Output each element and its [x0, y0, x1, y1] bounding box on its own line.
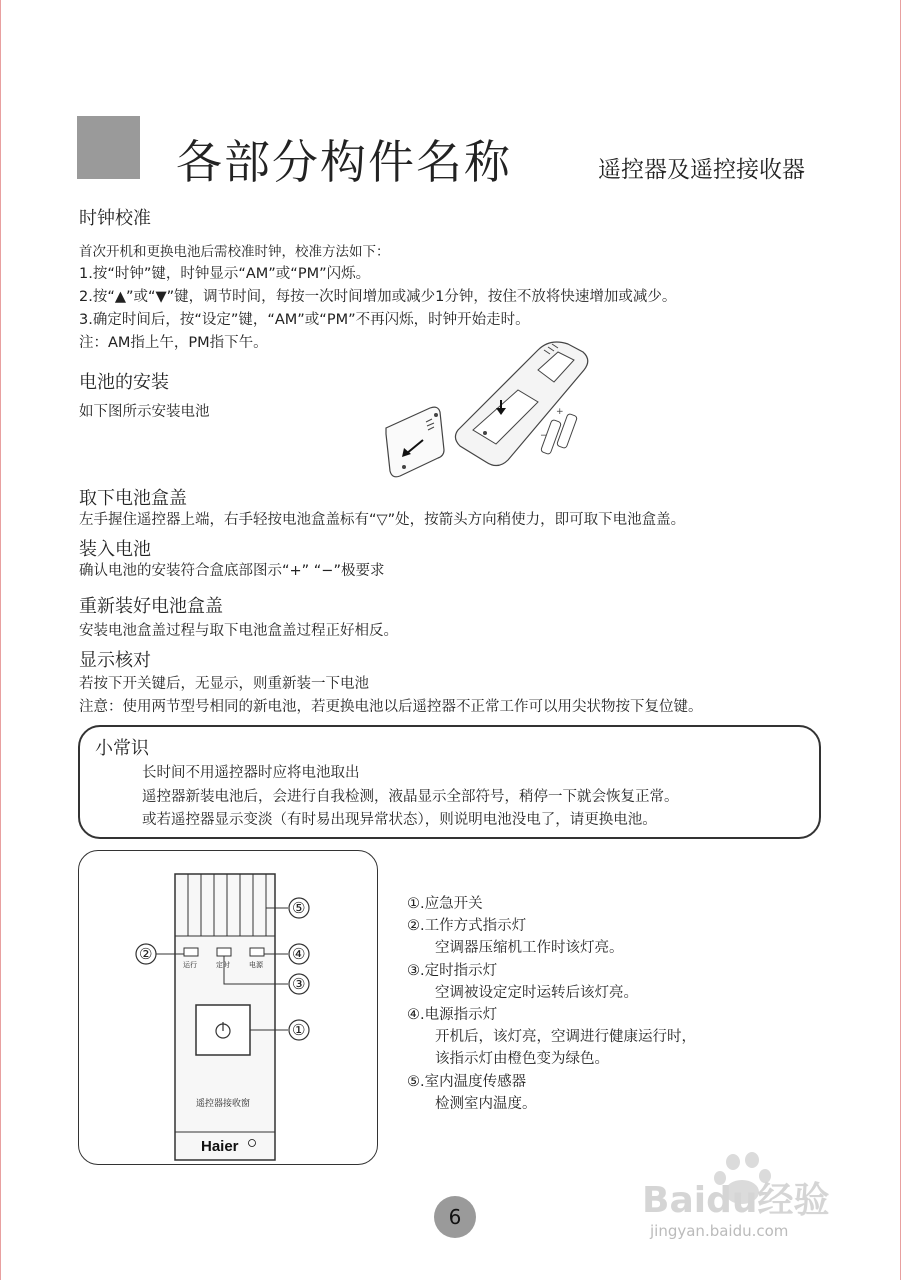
display-note: 注意：使用两节型号相同的新电池，若更换电池以后遥控器不正常工作可以用尖状物按下复位键。: [79, 699, 703, 715]
remove-text: 左手握住遥控器上端，右手轻按电池盒盖标有“▽”处，按箭头方向稍使力，即可取下电池盒盖。: [79, 512, 686, 528]
callout-1: ①: [292, 1021, 306, 1039]
display-line: 若按下开关键后，无显示，则重新装一下电池: [79, 676, 369, 692]
battery-heading: 电池的安装: [79, 372, 169, 393]
receiver-window-label: 遥控器接收窗: [196, 1099, 251, 1109]
insert-heading: 装入电池: [79, 539, 151, 560]
led-timer: [217, 948, 231, 956]
led-label-power: 电源: [249, 961, 263, 969]
clock-line: 2.按“▲”或“▼”键，调节时间，每按一次时间增加或减少1分钟，按住不放将快速增加或减少。: [79, 289, 677, 305]
remote-control-icon: [455, 342, 587, 466]
clock-line: 3.确定时间后，按“设定”键，“AM”或“PM”不再闪烁，时钟开始走时。: [79, 312, 530, 328]
receiver-diagram: [78, 850, 378, 1165]
refit-heading: 重新装好电池盒盖: [79, 596, 223, 617]
legend-desc: 开机后，该灯亮，空调进行健康运行时，: [435, 1029, 696, 1045]
svg-text:+: +: [556, 407, 564, 417]
led-label-timer: 定时: [216, 961, 230, 969]
tips-line: 遥控器新装电池后，会进行自我检测，液晶显示全部符号，稍停一下就会恢复正常。: [142, 789, 679, 805]
callout-4: ④: [292, 945, 306, 963]
callout-5: ⑤: [292, 899, 306, 917]
watermark-brand: Baidu经验: [642, 1180, 830, 1221]
remove-heading: 取下电池盒盖: [79, 488, 187, 509]
display-heading: 显示核对: [79, 650, 151, 671]
legend-item: ⑤.室内温度传感器: [407, 1074, 527, 1090]
legend-desc: 该指示灯由橙色变为绿色。: [435, 1051, 609, 1067]
led-run: [184, 948, 198, 956]
clock-note: 注：AM指上午，PM指下午。: [79, 335, 268, 351]
tips-line: 长时间不用遥控器时应将电池取出: [142, 765, 360, 781]
legend-item: ④.电源指示灯: [407, 1007, 498, 1023]
watermark-url: jingyan.baidu.com: [650, 1222, 789, 1240]
battery-cover-icon: [386, 407, 444, 477]
tips-heading: 小常识: [95, 738, 149, 759]
page-left-edge: [0, 0, 1, 1280]
tips-line: 或若遥控器显示变淡（有时易出现异常状态），则说明电池没电了，请更换电池。: [142, 812, 657, 828]
clock-heading: 时钟校准: [79, 208, 151, 229]
insert-text: 确认电池的安装符合盒底部图示“+” “−”极要求: [79, 563, 385, 579]
callout-2: ②: [139, 945, 153, 963]
battery-caption: 如下图所示安装电池: [79, 404, 210, 420]
clock-line: 1.按“时钟”键，时钟显示“AM”或“PM”闪烁。: [79, 266, 371, 282]
page-title: 各部分构件名称: [176, 135, 512, 189]
page-subtitle: 遥控器及遥控接收器: [598, 157, 805, 183]
svg-text:−: −: [540, 431, 548, 441]
legend-item: ①.应急开关: [407, 896, 483, 912]
legend-desc: 空调被设定定时运转后该灯亮。: [435, 985, 638, 1001]
page-number: 6: [434, 1196, 476, 1238]
refit-text: 安装电池盒盖过程与取下电池盒盖过程正好相反。: [79, 623, 398, 639]
legend-desc: 空调器压缩机工作时该灯亮。: [435, 940, 624, 956]
legend-item: ③.定时指示灯: [407, 963, 498, 979]
baidu-watermark: [640, 1150, 850, 1260]
led-label-run: 运行: [183, 961, 197, 969]
callout-3: ③: [292, 975, 306, 993]
legend-desc: 检测室内温度。: [435, 1096, 537, 1112]
brand-logo: Haier: [201, 1138, 239, 1155]
section-marker: [77, 116, 140, 179]
battery-install-illustration: [378, 330, 608, 480]
clock-line: 首次开机和更换电池后需校准时钟，校准方法如下：: [79, 244, 390, 260]
legend-item: ②.工作方式指示灯: [407, 918, 527, 934]
led-power: [250, 948, 264, 956]
